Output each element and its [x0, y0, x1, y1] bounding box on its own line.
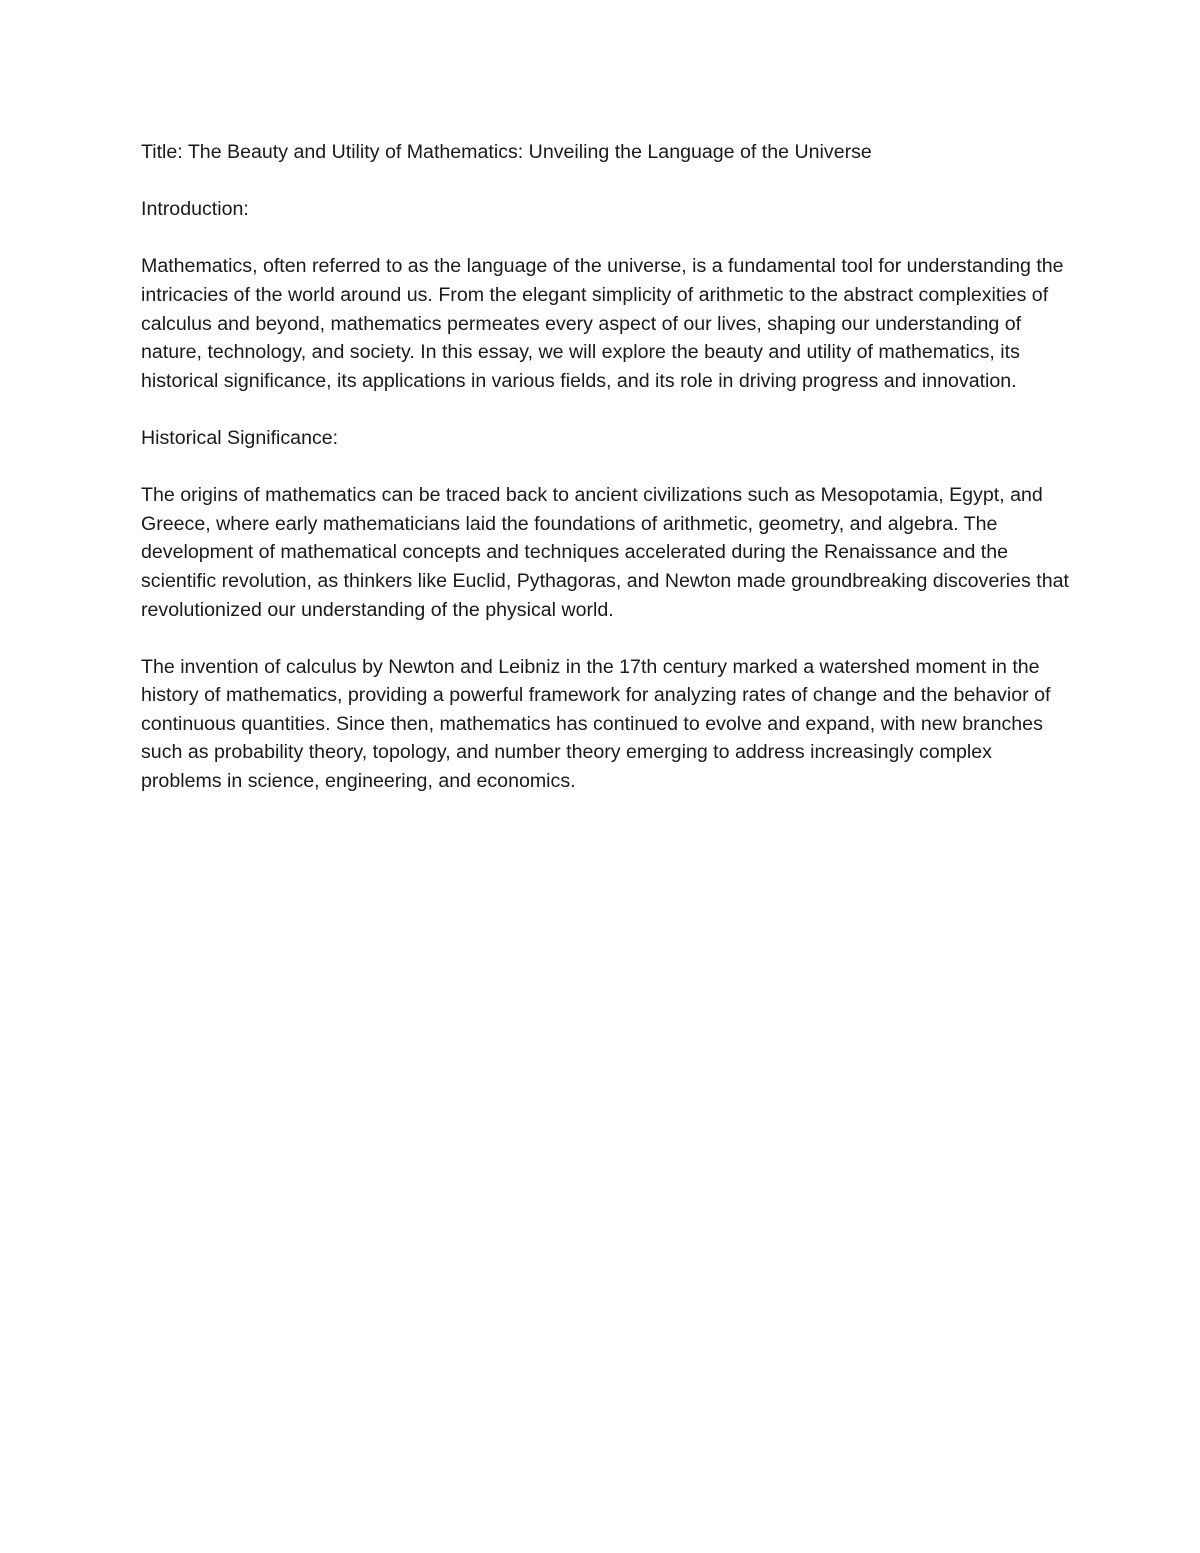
history-paragraph-1: The origins of mathematics can be traced back to ancient civilizations such as Mesopotamia, Egypt, and Greece, where early mathematicians laid the foundations of arithmetic, geometry, and algebra. The development of mathematical concepts and techniques accelerated during the Renaissance and the scientific revolution, as thinkers like Euclid, Pythagoras, and Newton made groundbreaking discoveries that revolutionized our understanding of the physical world.: [141, 484, 1069, 621]
document-title: Title: The Beauty and Utility of Mathematics: Unveiling the Language of the Universe: [141, 141, 872, 163]
history-paragraph-2: The invention of calculus by Newton and Leibniz in the 17th century marked a watershed moment in the history of mathematics, providing a powerful framework for analyzing rates of change and the behavior of continuous quantities. Since then, mathematics has continued to evolve and expand, with new branches such as probability theory, topology, and number theory emerging to address increasingly complex problems in science, engineering, and economics.: [141, 655, 1051, 793]
intro-paragraph: Mathematics, often referred to as the language of the universe, is a fundamental tool for understanding the intricacies of the world around us. From the elegant simplicity of arithmetic to the abstract complexities of calculus and beyond, mathematics permeates every aspect of our lives, shaping our understanding of nature, technology, and society. In this essay, we will explore the beauty and utility of mathematics, its historical significance, its applications in various fields, and its role in driving progress and innovation.: [141, 255, 1064, 392]
history-heading: Historical Significance:: [141, 426, 339, 449]
document-body: [141, 138, 1071, 824]
intro-heading: Introduction:: [141, 198, 249, 221]
